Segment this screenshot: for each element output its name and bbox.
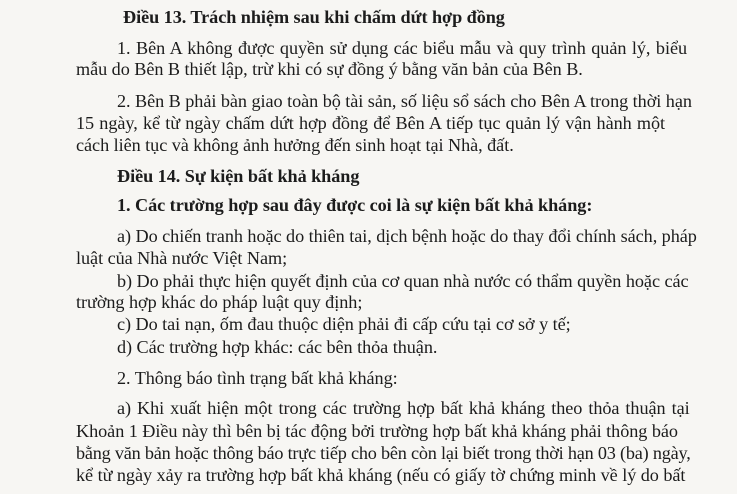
article-14-item-2a-line-2: Khoản 1 Điều này thì bên bị tác động bởi trường hợp bất khả kháng phải thông báo (76, 421, 678, 441)
article-14-item-1b-line-2: trường hợp khác do pháp luật quy định; (76, 292, 363, 312)
article-13-clause-2-line-2: 15 ngày, kể từ ngày chấm dứt hợp đồng để Bên A tiếp tục quản lý vận hành một (76, 113, 666, 133)
article-14-item-1a-line-1: a) Do chiến tranh hoặc do thiên tai, dịch bệnh hoặc do thay đổi chính sách, pháp (117, 226, 697, 246)
article-14-item-1a-line-2: luật của Nhà nước Việt Nam; (76, 248, 288, 268)
article-14-item-1c: c) Do tai nạn, ốm đau thuộc diện phải đi cấp cứu tại cơ sở y tế; (117, 314, 571, 334)
article-13-clause-2-line-3: cách liên tục và không ảnh hưởng đến sinh hoạt tại Nhà, đất. (76, 135, 514, 155)
article-14-section-2-heading: 2. Thông báo tình trạng bất khả kháng: (117, 368, 398, 388)
article-14-heading: Điều 14. Sự kiện bất khả kháng (117, 166, 360, 186)
article-13-clause-2-line-1: 2. Bên B phải bàn giao toàn bộ tài sản, số liệu sổ sách cho Bên A trong thời hạn (117, 91, 692, 111)
article-14-section-1-heading: 1. Các trường hợp sau đây được coi là sự kiện bất khả kháng: (117, 195, 593, 215)
article-14-item-1d: d) Các trường hợp khác: các bên thỏa thuận. (117, 337, 438, 357)
article-13-clause-1-line-1: 1. Bên A không được quyền sử dụng các biểu mẫu và quy trình quản lý, biểu (117, 38, 688, 58)
article-14-item-1b-line-1: b) Do phải thực hiện quyết định của cơ quan nhà nước có thẩm quyền hoặc các (117, 271, 689, 291)
article-14-item-2a-line-4: kể từ ngày xảy ra trường hợp bất khả kháng (nếu có giấy tờ chứng minh về lý do bất (76, 465, 686, 485)
article-13-heading: Điều 13. Trách nhiệm sau khi chấm dứt hợp đồng (123, 7, 505, 27)
article-14-item-2a-line-3: bằng văn bản hoặc thông báo trực tiếp cho bên còn lại biết trong thời hạn 03 (ba) ngày, (76, 443, 691, 463)
article-14-item-2a-line-1: a) Khi xuất hiện một trong các trường hợp bất khả kháng theo thỏa thuận tại (117, 398, 690, 418)
article-13-clause-1-line-2: mẫu do Bên B thiết lập, trừ khi có sự đồng ý bằng văn bản của Bên B. (76, 59, 583, 79)
